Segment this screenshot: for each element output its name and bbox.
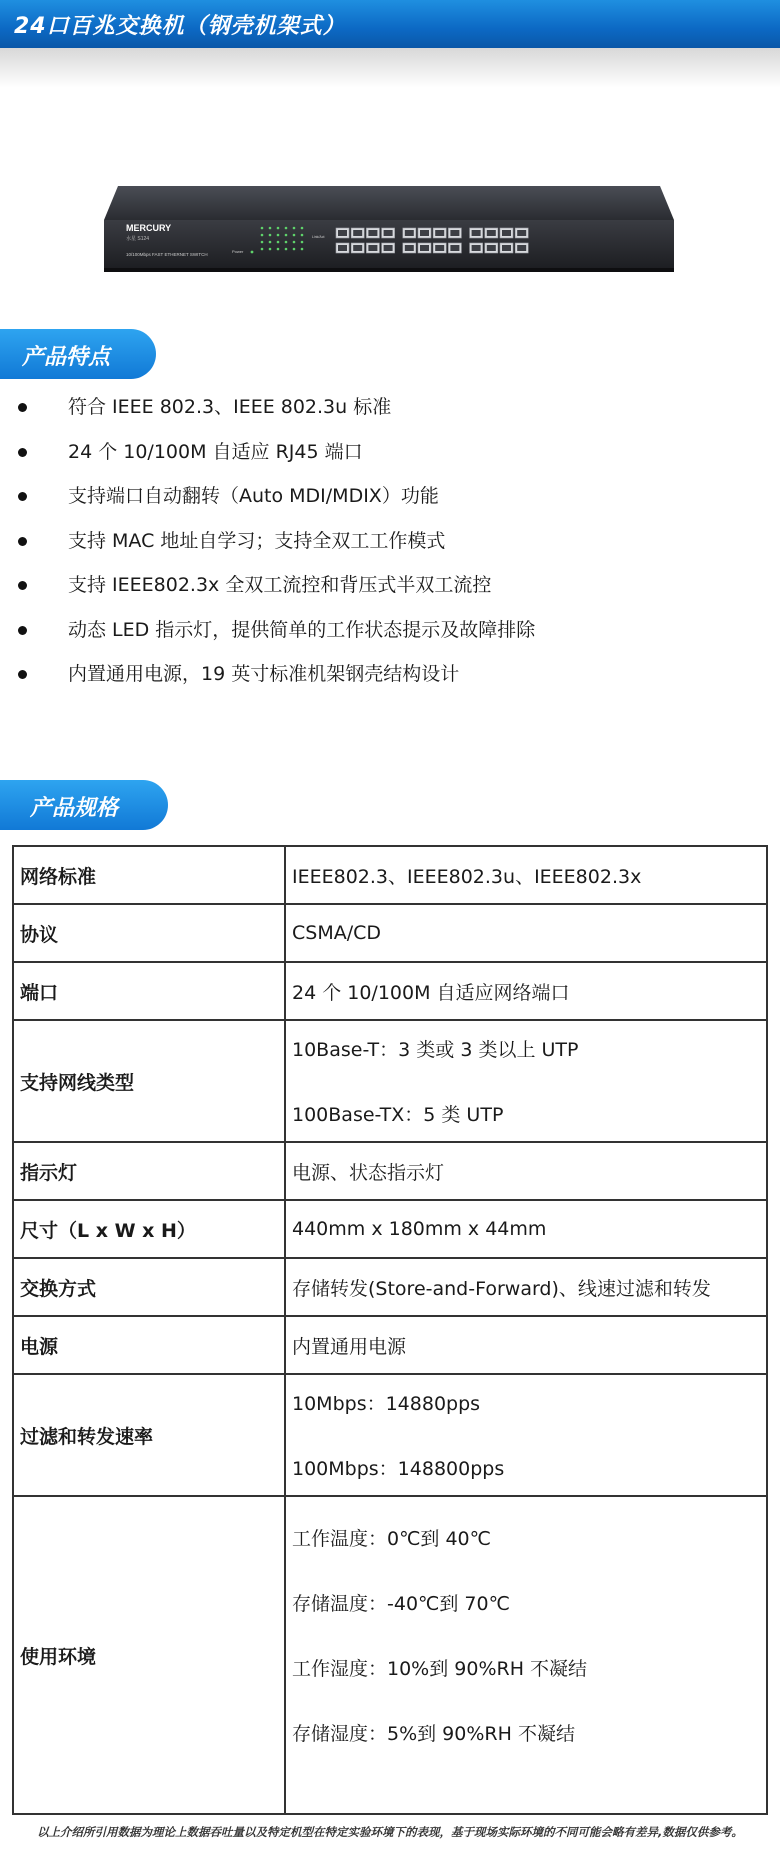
spec-value: 工作温度：0℃到 40℃ 存储温度：-40℃到 70℃ 工作湿度：10%到 90%RH 不凝结 存储湿度：5%到 90%RH 不凝结 (285, 1496, 767, 1814)
port-socket (420, 230, 429, 236)
spec-key: 网络标准 (13, 846, 285, 904)
bullet-icon (18, 448, 27, 457)
status-led (301, 227, 304, 230)
table-row (13, 1374, 767, 1496)
status-led (261, 248, 264, 251)
status-led (285, 241, 288, 244)
switch-illustration (104, 176, 674, 276)
port-socket (450, 230, 459, 236)
header-shadow (0, 48, 780, 88)
list-item: 24 个 10/100M 自适应 RJ45 端口 (0, 430, 780, 475)
table-row (13, 846, 767, 904)
spec-value: IEEE802.3、IEEE802.3u、IEEE802.3x (285, 846, 767, 904)
status-led (301, 234, 304, 237)
list-item: 内置通用电源，19 英寸标准机架钢壳结构设计 (0, 652, 780, 697)
spec-key: 端口 (13, 962, 285, 1020)
spec-key: 支持网线类型 (13, 1020, 285, 1142)
status-led (285, 227, 288, 230)
port-socket (517, 230, 526, 236)
power-label: Power (232, 249, 244, 254)
port-socket (338, 245, 347, 251)
spec-value: 内置通用电源 (285, 1316, 767, 1374)
table-row (13, 904, 767, 962)
status-led (269, 248, 272, 251)
table-row (13, 1496, 767, 1814)
spec-value: 电源、状态指示灯 (285, 1142, 767, 1200)
status-led (301, 248, 304, 251)
spec-key: 使用环境 (13, 1496, 285, 1814)
spec-key: 协议 (13, 904, 285, 962)
status-led (285, 248, 288, 251)
product-image (104, 176, 674, 276)
spec-value: 24 个 10/100M 自适应网络端口 (285, 962, 767, 1020)
status-led (285, 234, 288, 237)
led-label: Link/Act (312, 235, 325, 239)
list-item: 支持端口自动翻转（Auto MDI/MDIX）功能 (0, 474, 780, 519)
port-socket (420, 245, 429, 251)
port-socket (353, 230, 362, 236)
table-row (13, 1316, 767, 1374)
features-tab (0, 329, 156, 379)
port-socket (368, 245, 377, 251)
page-title: 24口百兆交换机（钢壳机架式） (14, 14, 346, 39)
bullet-icon (18, 492, 27, 501)
spec-value: 440mm x 180mm x 44mm (285, 1200, 767, 1258)
status-led (277, 248, 280, 251)
bullet-icon (18, 403, 27, 412)
port-socket (487, 230, 496, 236)
switch-top (104, 186, 674, 220)
spec-key: 电源 (13, 1316, 285, 1374)
port-socket (405, 245, 414, 251)
status-led (277, 241, 280, 244)
spec-key: 过滤和转发速率 (13, 1374, 285, 1496)
spec-key: 尺寸（L x W x H） (13, 1200, 285, 1258)
spec-value: 存储转发(Store-and-Forward)、线速过滤和转发 (285, 1258, 767, 1316)
spec-key: 指示灯 (13, 1142, 285, 1200)
status-led (293, 241, 296, 244)
port-socket (502, 245, 511, 251)
port-socket (450, 245, 459, 251)
port-socket (472, 245, 481, 251)
status-led (269, 227, 272, 230)
specs-tab (0, 780, 168, 830)
port-socket (368, 230, 377, 236)
status-led (269, 241, 272, 244)
spec-value: CSMA/CD (285, 904, 767, 962)
spec-table (12, 845, 768, 1815)
port-socket (338, 230, 347, 236)
spec-value: 10Mbps：14880pps 100Mbps：148800pps (285, 1374, 767, 1496)
port-socket (353, 245, 362, 251)
table-row (13, 1200, 767, 1258)
spec-value: 10Base-T：3 类或 3 类以上 UTP 100Base-TX：5 类 UTP (285, 1020, 767, 1142)
port-socket (502, 230, 511, 236)
status-led (293, 227, 296, 230)
model-label: 水星 S124 (126, 236, 150, 242)
bullet-icon (18, 626, 27, 635)
status-led (293, 234, 296, 237)
table-row (13, 1258, 767, 1316)
bullet-icon (18, 537, 27, 546)
port-socket (487, 245, 496, 251)
bullet-icon (18, 581, 27, 590)
port-socket (472, 230, 481, 236)
table-row (13, 1020, 767, 1142)
status-led (261, 234, 264, 237)
status-led (261, 227, 264, 230)
status-led (277, 234, 280, 237)
port-socket (435, 230, 444, 236)
port-socket (384, 245, 393, 251)
bullet-icon (18, 670, 27, 679)
table-row (13, 1142, 767, 1200)
status-led (293, 248, 296, 251)
port-socket (405, 230, 414, 236)
port-socket (384, 230, 393, 236)
power-led (251, 251, 254, 254)
feature-list (0, 385, 780, 697)
features-title: 产品特点 (22, 345, 111, 370)
status-led (269, 234, 272, 237)
spec-key: 交换方式 (13, 1258, 285, 1316)
status-led (301, 241, 304, 244)
list-item: 动态 LED 指示灯，提供简单的工作状态提示及故障排除 (0, 608, 780, 653)
list-item: 支持 MAC 地址自学习；支持全双工工作模式 (0, 519, 780, 564)
disclaimer-footer: 以上介绍所引用数据为理论上数据吞吐量以及特定机型在特定实验环境下的表现，基于现场实际环境的不同可能会略有差异,数据仅供参考。 (37, 1825, 743, 1839)
list-item: 符合 IEEE 802.3、IEEE 802.3u 标准 (0, 385, 780, 430)
table-row (13, 962, 767, 1020)
list-item: 支持 IEEE802.3x 全双工流控和背压式半双工流控 (0, 563, 780, 608)
status-led (277, 227, 280, 230)
port-socket (435, 245, 444, 251)
brand-logo: MERCURY (126, 223, 172, 233)
port-socket (517, 245, 526, 251)
status-led (261, 241, 264, 244)
specs-title: 产品规格 (30, 796, 119, 821)
header-bar (0, 0, 780, 48)
switch-subtitle: 10/100Mbps FAST ETHERNET SWITCH (126, 252, 208, 257)
